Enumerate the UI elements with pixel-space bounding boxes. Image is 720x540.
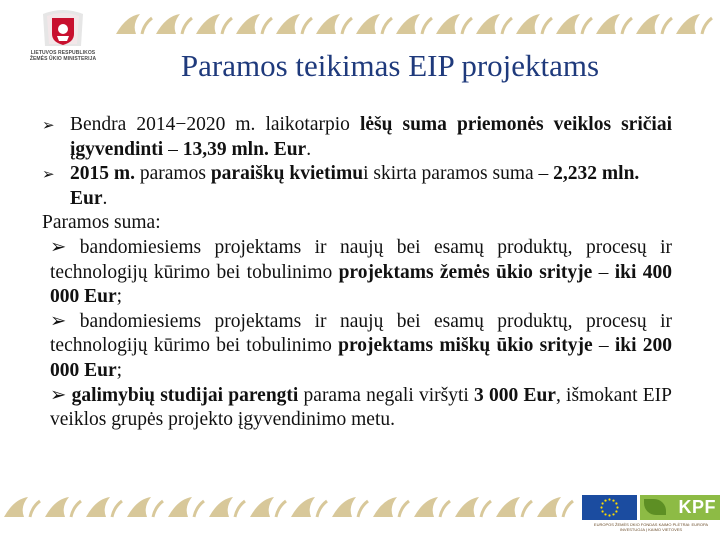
eu-star	[615, 510, 617, 512]
eu-stars-icon	[582, 495, 637, 520]
sub-item-forestry: ➢ bandomiesiems projektams ir naujų bei esamų produktų, procesų ir technologijų kūrimo bei tobulinimo projektams miškų ūkio srityje – iki 200 000 Eur;	[50, 310, 672, 381]
eu-star	[608, 514, 610, 516]
bottom-ornament	[0, 493, 580, 523]
eu-star	[604, 513, 606, 515]
ornament-motif	[168, 497, 204, 517]
support-heading: Paramos suma:	[42, 212, 161, 234]
footer-caption: EUROPOS ŽEMĖS ŪKIO FONDAS KAIMO PLĖTRAI: EUROPA INVESTUOJA Į KAIMO VIETOVES	[593, 522, 709, 532]
ornament-motif	[291, 497, 327, 517]
coat-of-arms-icon	[37, 8, 89, 48]
eu-star	[608, 498, 610, 500]
ornament-motif	[455, 497, 491, 517]
eu-star	[601, 502, 603, 504]
ornament-motif	[496, 497, 532, 517]
eu-star	[600, 506, 602, 508]
sub-item-feasibility: ➢ galimybių studijai parengti parama negali viršyti 3 000 Eur, išmokant EIP veiklos grupės projekto įgyvendinimo metu.	[50, 384, 673, 431]
eu-star	[601, 510, 603, 512]
ornament-motif	[127, 497, 163, 517]
slide-content	[42, 113, 672, 433]
ministry-logo	[22, 8, 104, 68]
ornament-motif	[209, 497, 245, 517]
eu-flag-icon	[582, 495, 637, 520]
ornament-motif	[516, 14, 552, 34]
ornament-motif	[156, 14, 192, 34]
kpf-logo	[640, 495, 720, 520]
ornament-motif	[436, 14, 472, 34]
kpf-logo-text: KPF	[678, 497, 716, 517]
ornament-motif	[596, 14, 632, 34]
bullet-total-funds: ➢ Bendra 2014−2020 m. laikotarpio lėšų suma priemonės veiklos sričiai įgyvendinti – 13,39 mln. Eur.	[42, 114, 672, 160]
ornament-motif	[356, 14, 392, 34]
eu-star	[604, 499, 606, 501]
sub-item-agriculture: ➢ bandomiesiems projektams ir naujų bei esamų produktų, procesų ir technologijų kūrimo bei tobulinimo projektams žemės ūkio srityje – iki 400 000 Eur;	[50, 236, 672, 308]
ornament-motif	[250, 497, 286, 517]
ornament-motif	[396, 14, 432, 34]
eu-star	[616, 506, 618, 508]
eu-star	[615, 502, 617, 504]
ornament-motif	[45, 497, 81, 517]
bullet-2015-call: ➢ 2015 m. paramos paraiškų kvietimui skirta paramos suma – 2,232 mln. Eur.	[42, 163, 640, 209]
arrow-bullet-icon: ➢	[50, 236, 67, 258]
leaf-icon	[644, 499, 666, 515]
ornament-motif	[4, 497, 40, 517]
arrow-bullet-icon: ➢	[42, 116, 55, 134]
arrow-bullet-icon: ➢	[42, 165, 55, 184]
arrow-bullet-icon: ➢	[50, 384, 67, 406]
eu-star	[612, 499, 614, 501]
ornament-motif	[236, 14, 272, 34]
ornament-motif	[332, 497, 368, 517]
ornament-motif	[116, 14, 152, 34]
ornament-motif	[196, 14, 232, 34]
ornament-motif	[276, 14, 312, 34]
ornament-motif	[316, 14, 352, 34]
footer-logos	[582, 495, 720, 540]
ornament-motif	[414, 497, 450, 517]
eu-star	[612, 513, 614, 515]
ornament-motif	[556, 14, 592, 34]
ornament-motif	[373, 497, 409, 517]
page-title: Paramos teikimas EIP projektams	[180, 48, 600, 83]
arrow-bullet-icon: ➢	[50, 310, 67, 332]
top-ornament	[112, 10, 716, 40]
ornament-motif	[676, 14, 712, 34]
ornament-motif	[476, 14, 512, 34]
logo-text: LIETUVOS RESPUBLIKOS ŽEMĖS ŪKIO MINISTERIJA	[29, 50, 97, 62]
ornament-motif	[86, 497, 122, 517]
ornament-motif	[636, 14, 672, 34]
ornament-motif	[537, 497, 573, 517]
